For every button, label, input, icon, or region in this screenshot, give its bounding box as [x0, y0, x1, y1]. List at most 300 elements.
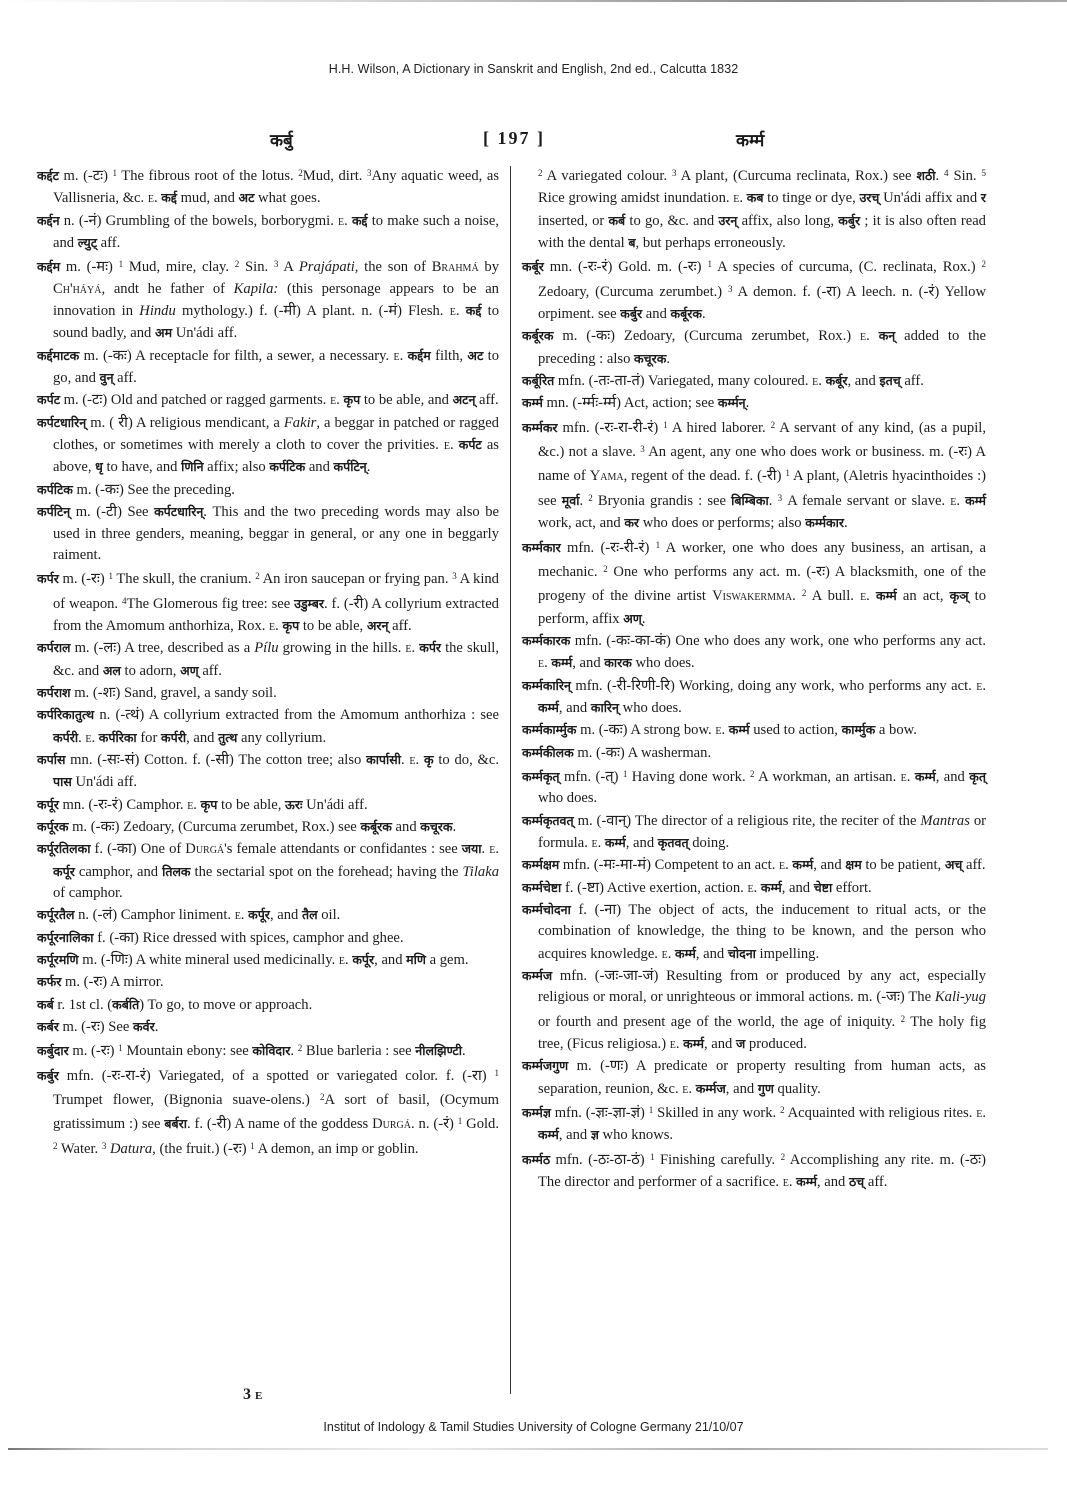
sense-number: 2 [780, 1151, 786, 1162]
entry-text: and [642, 306, 671, 323]
entry-text: f. (-ना) The object of acts, the inducement to ritual acts, or the combination of knowledge, the thing to be known, and the person who acquires knowledge. [538, 902, 986, 962]
entry-text: . [78, 729, 86, 746]
entry-text: m. (-कः) See the preceding. [72, 481, 235, 498]
entry-text: , regent of the dead. f. (-री) [623, 468, 786, 485]
devanagari-word: कर्पटिक [269, 459, 306, 475]
dictionary-entry [522, 877, 986, 899]
dictionary-entry [37, 637, 499, 682]
entry-text: aff. [962, 857, 986, 874]
devanagari-word: कन् [878, 328, 896, 344]
devanagari-word: कर्म्म [796, 1174, 817, 1190]
devanagari-word: कचूरक [634, 350, 667, 366]
headword: कर्म्मचोदना [522, 902, 571, 917]
entry-text: A species of curcuma, (C. reclinata, Rox.) [711, 259, 982, 276]
smallcaps-text: e. [234, 907, 245, 924]
dictionary-entry [522, 854, 986, 876]
entry-text: m. (-णः) A predicate or property resulting from human acts, as separation, reunion, &c. [538, 1058, 986, 1097]
devanagari-word: कार्म्मुक [841, 722, 876, 738]
entry-text: mfn. (-जः-जा-जं) Resulting from or produced by any act, especially religious or moral, or unrighteous or immoral actions. m. (-जः) The [538, 968, 986, 1006]
entry-text: mfn. (-त्) [559, 768, 623, 785]
entry-text: Trumpet flower, (Bignonia suave-olens.) [53, 1092, 320, 1109]
devanagari-word: जया [461, 841, 482, 857]
dictionary-entry [37, 971, 499, 993]
sense-number: 1 [118, 259, 124, 270]
devanagari-word: कर्म्म [604, 834, 626, 850]
entry-text: who knows. [598, 1127, 674, 1144]
entry-text: added to the preceding : also [538, 328, 986, 367]
devanagari-word: कर्म्म [914, 768, 936, 784]
entry-text: (this personage appears to be an innovation in [53, 280, 499, 320]
smallcaps-text: Ch'háyá [53, 280, 102, 297]
headword: कर्पूरतिलका [37, 841, 91, 857]
entry-text: A worker, one who does any business, an artisan, a mechanic. [538, 539, 986, 580]
entry-text: , and [269, 907, 302, 924]
headword: कर्म्म [522, 395, 543, 411]
smallcaps-text: Durgá [372, 1116, 411, 1133]
dictionary-entry [522, 630, 986, 675]
headword: कर्पूरक [37, 818, 69, 834]
entry-text: , and [695, 945, 728, 962]
devanagari-word: धृ [95, 459, 103, 475]
entry-text: 's female attendants or confidantes : see [224, 841, 462, 858]
entry-text: affix, also long, [737, 212, 839, 229]
dictionary-entry [37, 254, 499, 344]
entry-text: to have, and [102, 459, 182, 476]
sense-number: 3 [640, 444, 645, 455]
devanagari-word: कर्म्म [551, 655, 573, 671]
entry-text: A servant of any kind, (as a pupil, &c.) not a slave. [538, 419, 986, 461]
devanagari-word: उरच् [859, 190, 880, 206]
devanagari-word: कर्परिका [98, 729, 137, 745]
devanagari-word: कृतवत् [657, 834, 689, 850]
entry-text: mfn. (-रः-रा-री-रं) [557, 419, 664, 436]
entry-text: to do, &c. [433, 751, 499, 768]
entry-text: mythology.) f. (-मी) A plant. n. (-मं) Flesh. [175, 303, 450, 320]
sense-number: 2 [603, 563, 608, 574]
devanagari-word: बर्बरा [164, 1116, 187, 1132]
sense-number: 3 [777, 492, 783, 503]
entry-text: used to action, [749, 722, 842, 739]
sense-number: 1 [108, 571, 113, 582]
devanagari-word: अट [238, 190, 255, 206]
entry-text: A demon, an imp or goblin. [254, 1140, 419, 1157]
smallcaps-text: e. [443, 437, 454, 454]
entry-text: f. (-का) One of [90, 841, 186, 858]
devanagari-word: मणि [406, 952, 426, 968]
dictionary-entry [37, 1063, 499, 1160]
devanagari-word: कर्बूरक [670, 306, 702, 322]
dictionary-entry [37, 838, 499, 904]
entry-text: , and [725, 1080, 758, 1097]
headword: कर्पराल [37, 640, 71, 656]
entry-text: Un'ádi aff. [71, 774, 137, 791]
dictionary-entry [522, 965, 986, 1055]
entry-text: . [452, 818, 457, 835]
dictionary-entry [37, 704, 499, 749]
dictionary-entry [522, 899, 986, 965]
entry-text: mn. (-र्म्मः-र्म्म) Act, action; see [542, 395, 718, 412]
devanagari-word: कर्बुर [620, 306, 643, 322]
entry-text: aff. [864, 1174, 888, 1191]
smallcaps-text: e. [733, 190, 743, 207]
scan-edge-top [0, 0, 1067, 2]
entry-text: . [935, 168, 945, 184]
entry-text: mn. (-रः-रं) Camphor. [58, 796, 188, 813]
entry-text: to be able, and [360, 392, 453, 409]
entry-text: , and [816, 1174, 849, 1191]
smallcaps-text: e. [449, 303, 460, 320]
entry-text: The Glomerous fig tree: see [126, 595, 295, 612]
headword: कर्म्मकारक [522, 632, 571, 648]
entry-text: m. (-रः) [58, 571, 109, 588]
headword: कर्बूरित [522, 373, 555, 389]
headword: कर्बर [37, 1019, 59, 1035]
entry-text: . [154, 1019, 159, 1036]
column-divider [510, 166, 511, 1394]
entry-text: A hired laborer. [667, 419, 771, 436]
entry-text: mfn. (-मः-मा-मं) Competent to an act. [559, 857, 779, 874]
dictionary-entry [522, 415, 986, 535]
smallcaps-text: e. [782, 1174, 793, 1191]
devanagari-word: कर्म्म [728, 722, 750, 738]
devanagari-word: अम [155, 325, 173, 341]
devanagari-word: कचूरक [420, 818, 453, 834]
devanagari-word: कृ [423, 751, 434, 767]
entry-text: filth, [430, 347, 468, 364]
entry-text: a gem. [425, 952, 469, 969]
entry-text: The fibrous root of the lotus. [117, 168, 299, 184]
sense-number: 2 [801, 588, 807, 599]
sense-number: 3 [366, 168, 372, 178]
entry-text: or fourth and present age of the world, the age of iniquity. [538, 1013, 901, 1030]
dictionary-entry [37, 210, 499, 255]
sense-number: 2 [900, 1013, 906, 1024]
entry-text: who does. [631, 655, 695, 672]
entry-text: m. (-टः) Old and patched or ragged garments. [60, 392, 331, 409]
page-header [0, 126, 1067, 156]
entry-text: Blue barleria : see [302, 1043, 416, 1060]
entry-text: , and [935, 768, 970, 785]
dictionary-entry [37, 794, 499, 816]
entry-text: m. (-लः) A tree, described as a [70, 640, 255, 657]
entry-text: Accomplishing any rite. m. (-ठः) The director and performer of a sacrifice. [538, 1151, 986, 1191]
devanagari-word: कर्द्द [465, 303, 482, 319]
entry-text: who does. [538, 790, 598, 807]
entry-text: mud, and [176, 190, 239, 207]
entry-text: Un'ádi affix and [879, 190, 981, 207]
dictionary-entry [37, 1016, 499, 1038]
sense-number: 3 [672, 168, 677, 178]
entry-text: . f. (-री) A collyrium extracted from the Amomum anthorhiza, Rox. [53, 595, 499, 634]
devanagari-word: अण् [180, 662, 199, 678]
devanagari-word: कृप [282, 617, 300, 633]
smallcaps-text: e. [900, 768, 911, 785]
smallcaps-text: e. [669, 1036, 680, 1053]
devanagari-word: तुत्थ [218, 729, 238, 745]
entry-text: . [792, 588, 802, 605]
scan-edge-bottom [8, 1448, 1048, 1450]
left-catchword: कर्बु [270, 131, 293, 151]
smallcaps-text: e. [812, 373, 822, 390]
headword: कर्पटिक [37, 481, 73, 497]
devanagari-word: कर्पर [419, 640, 442, 656]
dictionary-entry [522, 675, 986, 720]
entry-text: n. (-त्थं) A collyrium extracted from the Amomum anthorhiza : see [94, 707, 499, 724]
entry-text: or formula. [538, 812, 986, 851]
headword: कर्म्मकीलक [522, 744, 574, 760]
entry-text: , and [781, 879, 814, 896]
entry-text: m. (-शः) Sand, gravel, a sandy soil. [70, 684, 277, 701]
smallcaps-text: e. [187, 796, 197, 813]
entry-text: The holy fig tree, (Ficus religiosa.) [538, 1013, 986, 1053]
devanagari-word: कर्वर [133, 1019, 155, 1035]
devanagari-word: ठच् [849, 1174, 865, 1190]
devanagari-word: कर्परी [161, 729, 187, 745]
entry-text: m. (-मः) [60, 259, 119, 276]
devanagari-word: अरन् [366, 617, 389, 633]
headword: कर्म्मकृत् [522, 768, 560, 784]
devanagari-word: चेष्टा [813, 879, 833, 895]
devanagari-word: र [980, 190, 986, 206]
entry-text: who does or performs; also [639, 515, 806, 532]
sense-number: 1 [663, 419, 668, 430]
entry-text: work, act, and [538, 515, 625, 532]
entry-text: aff. [97, 235, 121, 252]
devanagari-word: कर्पटिन् [333, 459, 367, 475]
dictionary-entry [37, 566, 499, 637]
devanagari-word: शठी [916, 168, 936, 183]
smallcaps-text: e. [950, 492, 961, 509]
entry-text: Rice growing amidst inundation. [538, 190, 734, 207]
sense-number: 2 [297, 1043, 303, 1054]
sense-number: 1 [494, 1067, 499, 1078]
devanagari-word: तैल [301, 907, 318, 923]
entry-text: . [768, 492, 778, 509]
dictionary-entry [37, 816, 499, 838]
entry-text: any collyrium. [237, 729, 327, 746]
devanagari-word: कृप [200, 796, 218, 812]
smallcaps-text: e. [715, 722, 726, 739]
headword: कर्म्मठ [522, 1151, 551, 1167]
entry-text: Sin. [948, 168, 982, 184]
headword: कर्पूरनालिका [37, 929, 94, 945]
sense-number: 1 [250, 1140, 255, 1151]
sense-number: 1 [112, 168, 118, 178]
sense-number: 2 [981, 259, 986, 270]
entry-text: f. (-ष्टा) Active exertion, action. [561, 879, 748, 896]
sense-number: 3 [101, 1140, 107, 1151]
entry-text: aff. [198, 662, 222, 679]
devanagari-word: कर्पट [458, 437, 482, 453]
sense-number: 3 [728, 283, 733, 294]
dictionary-entry [522, 1055, 986, 1100]
devanagari-word: कर्म्म [792, 857, 814, 873]
sense-number: 4 [121, 595, 127, 606]
entry-text: doing. [688, 834, 730, 851]
entry-text: , and [625, 834, 658, 851]
headword: कर्द्दम [37, 259, 61, 275]
entry-text: mn. (-रः-रं) Gold. m. (-रः) [543, 259, 708, 276]
entry-text: an act, [896, 588, 950, 605]
entry-text: A plant, (Curcuma reclinata, Rox.) see [676, 168, 917, 184]
headword: कर्म्मकर [522, 419, 558, 435]
entry-text: The skull, the cranium. [112, 571, 256, 588]
entry-text: by [478, 259, 500, 276]
entry-text: One who performs any act. m. (-रः) A blacksmith, one of the progeny of the divine artist [538, 563, 986, 605]
dictionary-entry [37, 501, 499, 566]
sense-number: 4 [944, 168, 949, 178]
right-catchword: कर्म्म [736, 131, 765, 151]
entry-text: to perform, affix [538, 588, 986, 627]
sense-number: 2 [770, 419, 776, 430]
smallcaps-text: e. [976, 677, 986, 694]
entry-text: , and [572, 655, 605, 672]
entry-text: (the fruit.) (-रः) [155, 1140, 251, 1157]
dictionary-entry [522, 1100, 986, 1147]
signature-mark [243, 1386, 262, 1404]
smallcaps-text: e. [147, 190, 158, 207]
devanagari-word: कारक [604, 655, 632, 671]
entry-text: Bryonia grandis : see [592, 492, 732, 509]
dictionary-entry [522, 810, 986, 855]
sense-number: 2 [234, 259, 240, 270]
devanagari-word: कर्बुर [838, 212, 861, 228]
entry-text: . This and the two preceding words may also be used in three genders, meaning, beggar in general, or any one in beggarly raiment. [53, 504, 499, 563]
smallcaps-text: e. [591, 834, 602, 851]
entry-text [870, 328, 879, 344]
dictionary-entry [37, 1038, 499, 1062]
entry-text: mfn. (-ज्ञः-ज्ञा-ज्ञं) [550, 1105, 649, 1122]
entry-text: m. (-णिः) A white mineral used medicinally. [78, 952, 339, 969]
smallcaps-text: e. [976, 1105, 986, 1122]
entry-text: affix; also [203, 459, 270, 476]
entry-text: Gold. [462, 1116, 500, 1133]
entry-text: mfn. (-तः-ता-तं) Variegated, many coloured. [554, 373, 813, 390]
entry-text: , and [813, 857, 846, 874]
devanagari-word: कर [624, 515, 640, 531]
smallcaps-text: e. [860, 328, 870, 345]
entry-text: to sound badly, and [53, 303, 500, 342]
smallcaps-text: e. [489, 841, 500, 858]
devanagari-word: कर्म्म [675, 945, 696, 961]
sense-number: 2 [750, 768, 755, 779]
entry-text: . n. (-रं) [410, 1116, 458, 1133]
italic-text: Mantras [920, 812, 970, 829]
entry-text: mfn. (-रः-रा-रं) Variegated, of a spotted or variegated color. f. (-रा) [58, 1067, 495, 1084]
entry-text: the skull, &c. and [53, 640, 499, 679]
entry-text: An iron saucepan or frying pan. [259, 571, 453, 588]
smallcaps-text: Yama [589, 468, 624, 485]
headword: कर्म्मज [522, 968, 553, 984]
italic-text: Tilaka [462, 863, 499, 880]
italic-text: Pílu [254, 640, 279, 657]
devanagari-word: कर्बूर [825, 373, 848, 389]
dictionary-entry [522, 325, 986, 370]
entry-text: . [666, 350, 670, 367]
italic-text: Fakir [283, 414, 317, 431]
entry-text: m. (-वान्) The director of a religious rite, the reciter of the [573, 812, 921, 829]
sense-number: 1 [785, 468, 790, 479]
entry-text: , and [703, 1036, 736, 1053]
entry-text: n. (-लं) Camphor liniment. [74, 907, 235, 924]
headword: कर्पूरमणि [37, 952, 79, 968]
entry-text: , and [186, 729, 219, 746]
devanagari-word: कर्म्म [538, 1127, 559, 1143]
entry-text: aff. [388, 617, 412, 634]
dictionary-entry-continued [522, 163, 986, 254]
smallcaps-text: Durgá [185, 841, 225, 858]
devanagari-word: बिम्बिका [731, 492, 769, 508]
devanagari-word: कर्म्म [875, 588, 897, 604]
entry-text: m. (-रः) A mirror. [61, 974, 164, 991]
entry-text: Sin. [239, 259, 274, 276]
entry-text: mn. (-सः-सं) Cotton. f. (-सी) The cotton tree; also [65, 751, 367, 768]
sense-number: 3 [273, 259, 279, 270]
devanagari-word: क्षम [845, 857, 862, 873]
dictionary-entry [522, 535, 986, 630]
devanagari-word: कर्पूर [248, 907, 270, 923]
entry-text: r. 1st cl. ( [53, 996, 113, 1013]
entry-text: Mountain ebony: see [122, 1043, 253, 1060]
headword: कर्द्दट [37, 168, 59, 183]
dictionary-entry [37, 345, 499, 390]
headword: कर्ब [37, 996, 54, 1012]
entry-text: produced. [745, 1036, 807, 1053]
entry-text: the son of [358, 259, 432, 276]
entry-text: to make such a noise, and [53, 212, 499, 252]
entry-text: m. (-कः) A washerman. [573, 744, 712, 761]
entry-text: impelling. [755, 945, 820, 962]
devanagari-word: ब [628, 235, 636, 251]
entry-text: , and [558, 1127, 591, 1144]
entry-text: to be able, [299, 617, 367, 634]
devanagari-word: अल [102, 662, 121, 678]
entry-text: , and [847, 373, 880, 390]
entry-text: f. (-का) Rice dressed with spices, camphor and ghee. [93, 929, 404, 946]
entry-text: A [278, 259, 299, 276]
sense-number: 2 [780, 1105, 785, 1116]
smallcaps-text: e. [779, 857, 789, 874]
entry-text: as above, [53, 437, 499, 476]
entry-text: ) To go, to move or approach. [139, 996, 313, 1013]
entry-text: . [745, 395, 750, 412]
devanagari-word: कर्पूर [53, 863, 75, 879]
entry-text: mfn. (-रः-री-रं) [560, 539, 656, 556]
entry-text: for [136, 729, 161, 746]
sense-number: 1 [650, 1151, 655, 1162]
entry-text: a bow. [875, 722, 917, 739]
entry-text: . [481, 841, 490, 858]
sense-number: 2 [538, 168, 543, 178]
sense-number: 2 [320, 1092, 325, 1103]
smallcaps-text: e. [409, 751, 420, 768]
footer-credit: Institut of Indology & Tamil Studies University of Cologne Germany 21/10/07 [323, 1420, 744, 1434]
signature-letter: E [255, 1390, 263, 1402]
headword: कर्परिकातुत्थ [37, 707, 95, 723]
sense-number: 1 [648, 1105, 654, 1116]
entry-text: Acquainted with religious rites. [784, 1105, 977, 1122]
entry-text: , but perhaps erroneously. [635, 235, 786, 252]
sense-number: 1 [457, 1116, 463, 1127]
devanagari-word: कर्द्दम [407, 347, 431, 363]
entry-text: m. (-कः) A receptacle for filth, a sewer, a necessary. [79, 347, 394, 364]
sense-number: 1 [622, 768, 628, 779]
devanagari-word: कर्ब [608, 212, 626, 228]
italic-text: Kali-yug [934, 989, 986, 1006]
entry-text: what goes. [254, 190, 321, 207]
italic-text: Hindu [139, 303, 176, 320]
dictionary-entry [522, 370, 986, 392]
